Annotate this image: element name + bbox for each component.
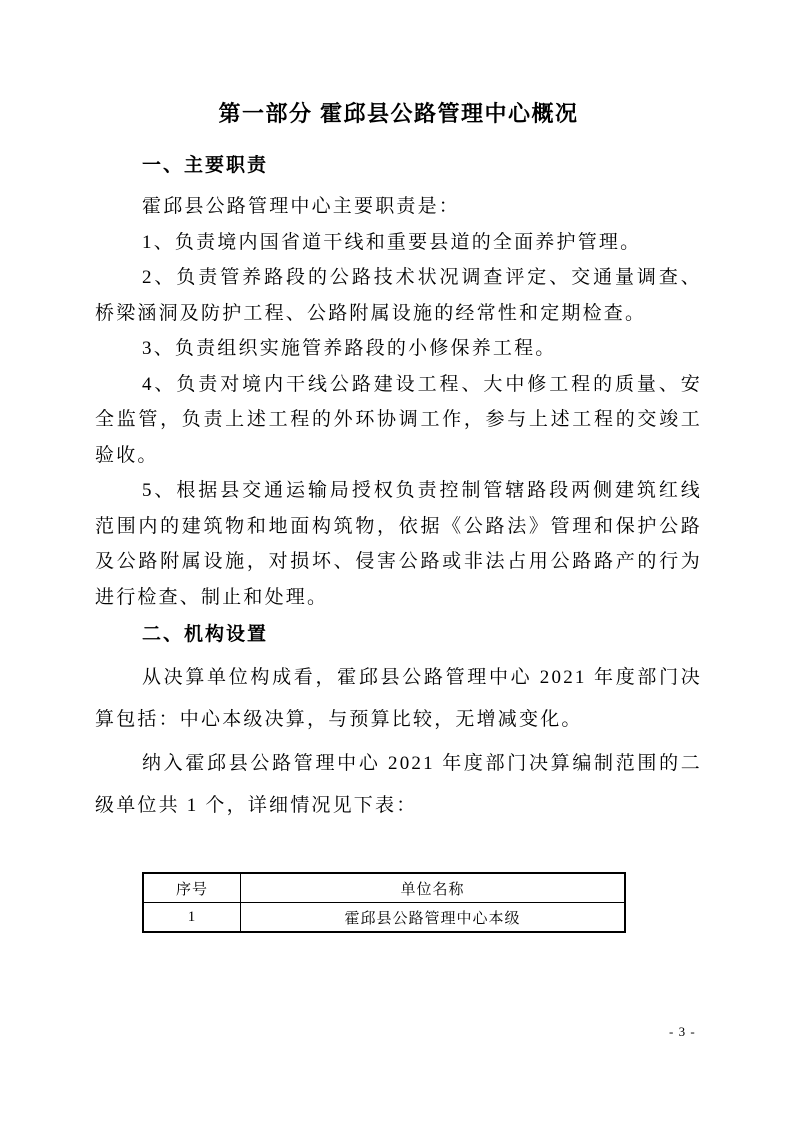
paragraph-duties-intro: 霍邱县公路管理中心主要职责是：	[142, 196, 461, 217]
units-table-cell-unit-name: 霍邱县公路管理中心本级	[241, 903, 626, 933]
paragraph-org-composition: 从决算单位构成看，霍邱县公路管理中心 2021 年度部门决算包括：中心本级决算，与预算比较，无增减变化。	[95, 667, 702, 730]
section-heading-main-duties: 一、主要职责	[142, 155, 269, 176]
paragraph-duty-3: 3、负责组织实施管养路段的小修保养工程。	[142, 338, 557, 359]
paragraph-duty-4: 4、负责对境内干线公路建设工程、大中修工程的质量、安全监管，负责上述工程的外环协调工作，参与上述工程的交竣工验收。	[95, 373, 702, 466]
paragraph-duty-1: 1、负责境内国省道干线和重要县道的全面养护管理。	[142, 231, 642, 253]
section-organization	[95, 621, 702, 827]
units-table-header-serial: 序号	[143, 873, 241, 903]
paragraph-org-subunits: 纳入霍邱县公路管理中心 2021 年度部门决算编制范围的二级单位共 1 个，详细情况见下表：	[95, 753, 702, 816]
paragraph-duty-5: 5、根据县交通运输局授权负责控制管辖路段两侧建筑红线范围内的建筑物和地面构筑物，依据《公路法》管理和保护公路及公路附属设施，对损坏、侵害公路或非法占用公路路产的行为进行检查、制止和处理。	[95, 480, 702, 608]
page-number: - 3 -	[669, 1024, 696, 1039]
page-content	[95, 0, 702, 933]
units-table-header-unit-name: 单位名称	[241, 873, 626, 903]
units-table-cell-serial: 1	[143, 903, 241, 933]
units-table	[142, 872, 626, 933]
paragraph-duty-2: 2、负责管养路段的公路技术状况调查评定、交通量调查、桥梁涵洞及防护工程、公路附属设施的经常性和定期检查。	[95, 267, 702, 324]
units-table-row	[143, 903, 625, 933]
page-title: 第一部分 霍邱县公路管理中心概况	[218, 101, 579, 126]
section-main-duties	[95, 152, 702, 615]
section-heading-organization: 二、机构设置	[142, 624, 269, 645]
units-table-header-row	[143, 873, 625, 903]
